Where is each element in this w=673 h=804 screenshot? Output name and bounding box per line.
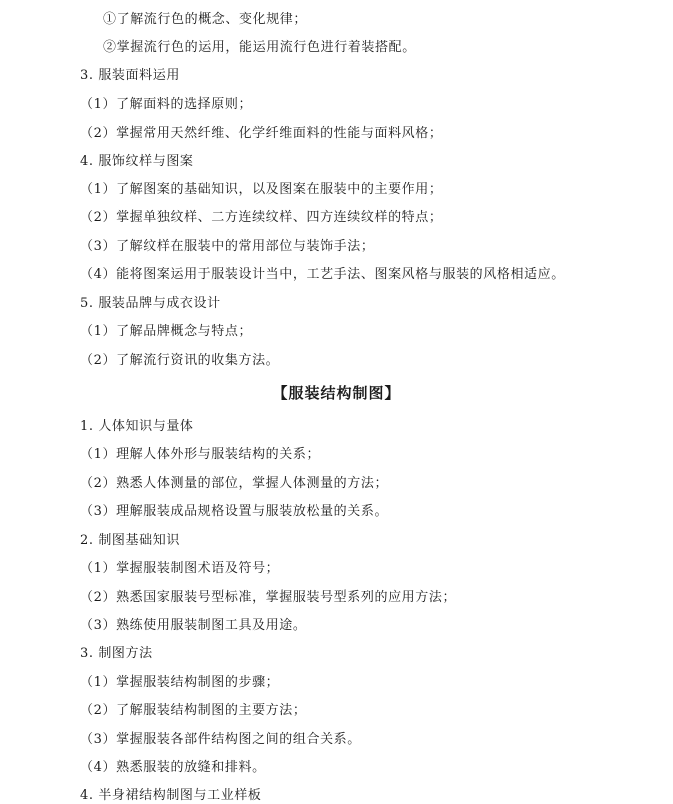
list-item: （1）了解品牌概念与特点； (80, 324, 253, 339)
section-title: 3. 服装面料运用 (80, 68, 180, 83)
list-item: （4）熟悉服装的放缝和排料。 (80, 760, 266, 775)
section-title: 2. 制图基础知识 (80, 533, 180, 548)
list-item: （2）了解流行资讯的收集方法。 (80, 353, 280, 368)
section-title: 4. 半身裙结构制图与工业样板 (80, 788, 262, 803)
section-title: 5. 服装品牌与成衣设计 (80, 296, 221, 311)
list-item: （3）熟练使用服装制图工具及用途。 (80, 618, 307, 633)
list-item: （1）理解人体外形与服装结构的关系； (80, 447, 321, 462)
section-title: 1. 人体知识与量体 (80, 419, 194, 434)
list-item: （2）了解服装结构制图的主要方法； (80, 703, 307, 718)
section-title: 4. 服饰纹样与图案 (80, 154, 194, 169)
list-item: ①了解流行色的概念、变化规律； (103, 12, 308, 27)
list-item: （2）熟悉人体测量的部位，掌握人体测量的方法； (80, 476, 389, 491)
list-item: （3）了解纹样在服装中的常用部位与装饰手法； (80, 239, 375, 254)
list-item: （1）掌握服装结构制图的步骤； (80, 675, 280, 690)
list-item: （3）掌握服装各部件结构图之间的组合关系。 (80, 732, 361, 747)
list-item: （2）熟悉国家服装号型标准，掌握服装号型系列的应用方法； (80, 590, 457, 605)
page-heading: 【服装结构制图】 (272, 384, 401, 402)
list-item: （3）理解服装成品规格设置与服装放松量的关系。 (80, 504, 389, 519)
list-item: （1）了解面料的选择原则； (80, 97, 253, 112)
section-title: 3. 制图方法 (80, 646, 153, 661)
list-item: （1）了解图案的基础知识，以及图案在服装中的主要作用； (80, 182, 443, 197)
list-item: （2）掌握常用天然纤维、化学纤维面料的性能与面料风格； (80, 126, 443, 141)
list-item: ②掌握流行色的运用，能运用流行色进行着装搭配。 (103, 40, 416, 55)
list-item: （1）掌握服装制图术语及符号； (80, 561, 280, 576)
list-item: （4）能将图案运用于服装设计当中，工艺手法、图案风格与服装的风格相适应。 (80, 267, 565, 282)
list-item: （2）掌握单独纹样、二方连续纹样、四方连续纹样的特点； (80, 210, 443, 225)
